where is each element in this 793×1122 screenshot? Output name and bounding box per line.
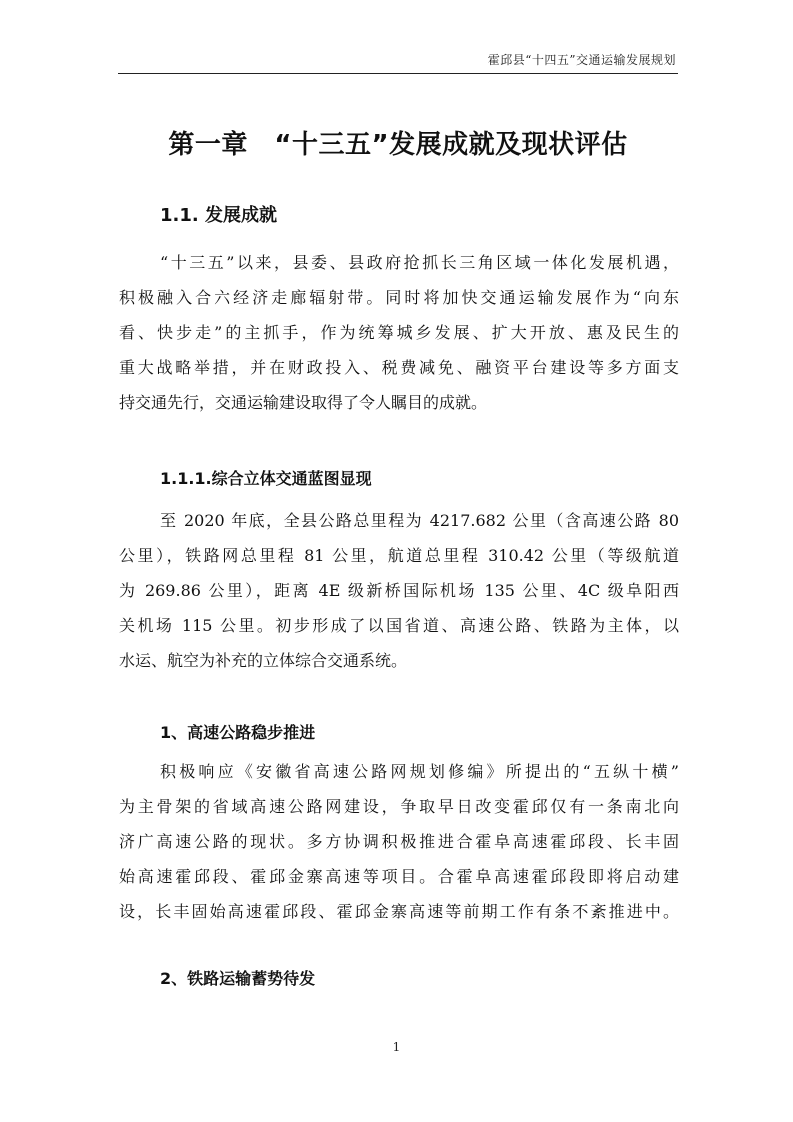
header-text: 霍邱县“十四五”交通运输发展规划: [487, 53, 676, 67]
paragraph-line: 持交通先行，交通运输建设取得了令人瞩目的成就。: [119, 393, 488, 412]
page-number: 1: [392, 1040, 401, 1054]
section-1-1-paragraph: [119, 245, 679, 420]
paragraph-line: 至 2020 年底，全县公路总里程为 4217.682 公里（含高速公路 80: [160, 511, 679, 530]
paragraph-line: 水运、航空为补充的立体综合交通系统。: [119, 651, 408, 670]
paragraph-line: 为主骨架的省域高速公路网建设，争取早日改变霍邱仅有一条南北向: [119, 797, 679, 816]
paragraph-line: 济广高速公路的现状。多方协调积极推进合霍阜高速霍邱段、长丰固: [119, 832, 679, 851]
header-rule: [118, 73, 678, 74]
paragraph-line: 重大战略举措，并在财政投入、税费减免、融资平台建设等多方面支: [119, 358, 679, 377]
item-1-paragraph: [119, 754, 679, 929]
paragraph-line: 关机场 115 公里。初步形成了以国省道、高速公路、铁路为主体，以: [119, 616, 679, 635]
chapter-title: 第一章 “十三五”发展成就及现状评估: [168, 130, 628, 160]
paragraph-line: 设，长丰固始高速霍邱段、霍邱金寨高速等前期工作有条不紊推进中。: [119, 902, 679, 921]
paragraph-line: 积极融入合六经济走廊辐射带。同时将加快交通运输发展作为“向东: [119, 288, 679, 307]
section-heading-1-1-1: 1.1.1.综合立体交通蓝图显现: [160, 469, 372, 488]
section-heading-1-1: 1.1. 发展成就: [160, 205, 277, 226]
item-heading-1: 1、高速公路稳步推进: [160, 723, 316, 742]
paragraph-line: 公里），铁路网总里程 81 公里，航道总里程 310.42 公里（等级航道: [119, 546, 679, 565]
paragraph-line: 积极响应《安徽省高速公路网规划修编》所提出的“五纵十横”: [160, 762, 679, 781]
paragraph-line: 始高速霍邱段、霍邱金寨高速等项目。合霍阜高速霍邱段即将启动建: [119, 867, 679, 886]
paragraph-line: 看、快步走”的主抓手，作为统筹城乡发展、扩大开放、惠及民生的: [119, 323, 679, 342]
section-1-1-1-paragraph: [119, 503, 679, 678]
paragraph-line: “十三五”以来，县委、县政府抢抓长三角区域一体化发展机遇，: [160, 253, 679, 272]
paragraph-line: 为 269.86 公里），距离 4E 级新桥国际机场 135 公里、4C 级阜阳西: [119, 581, 679, 600]
item-heading-2: 2、铁路运输蓄势待发: [160, 969, 316, 988]
